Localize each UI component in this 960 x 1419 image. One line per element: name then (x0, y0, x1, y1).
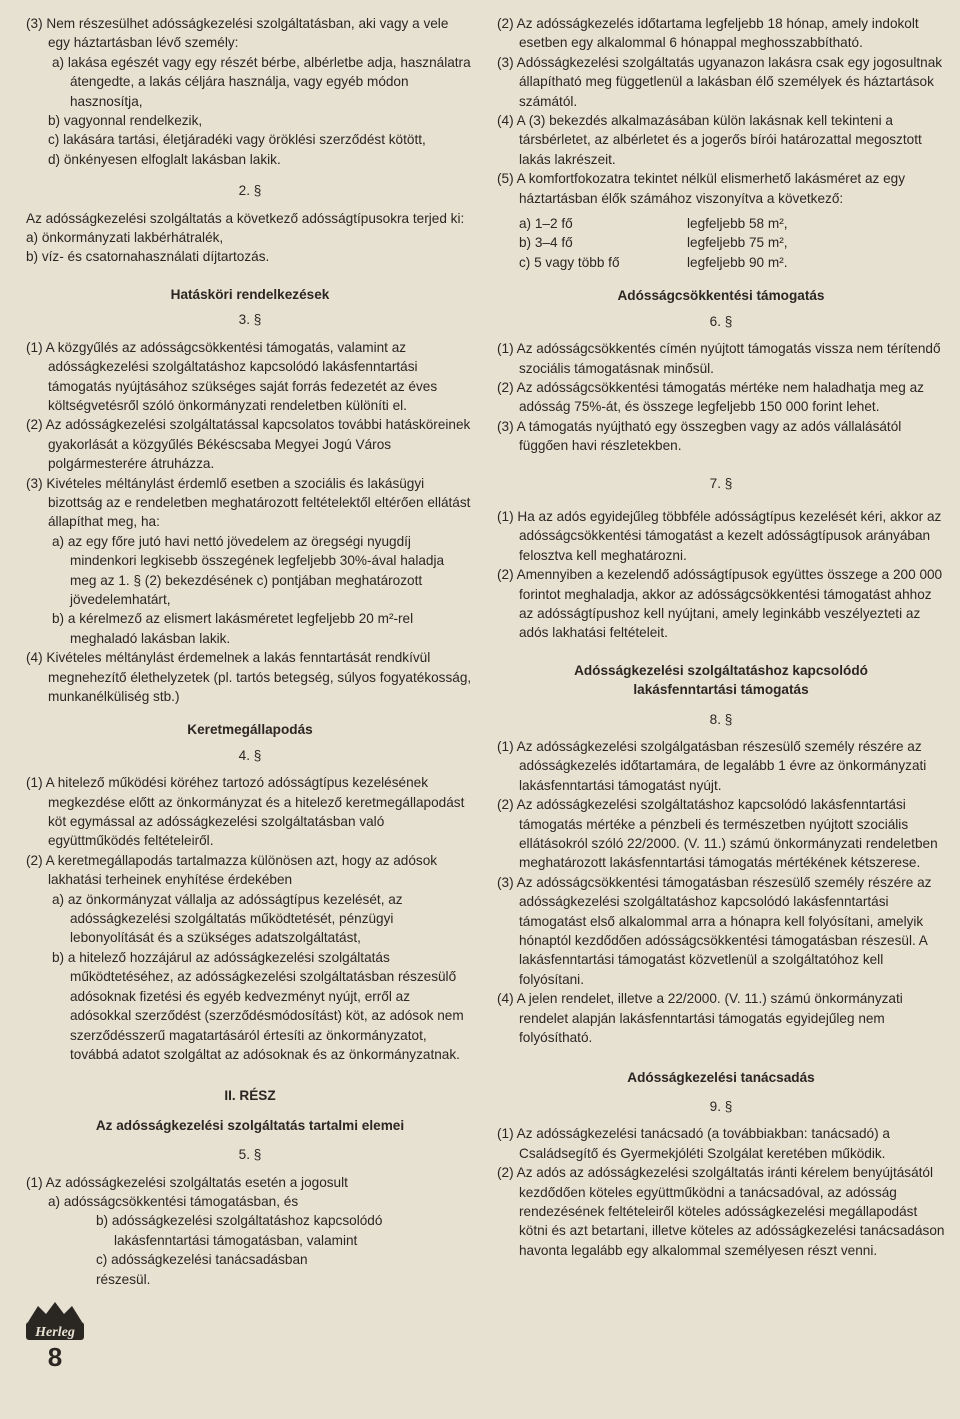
heading-tartalmi-elemek: Az adósságkezelési szolgáltatás tartalmi elemei (95, 1117, 405, 1133)
list-item: a) önkormányzati lakbérhátralék, (26, 230, 224, 246)
section-8-title: 8. § (709, 711, 733, 727)
list-item: c) lakására tartási, életjáradéki vagy öröklési szerződést kötött, (48, 132, 426, 148)
list-item: a) az egy főre jutó havi nettó jövedelem az öregségi nyugdíj mindenkori legkisebb összegének legfeljebb 30%-ával haladja meg az 1. § (2) bekezdésének c) pontjában meghatározott jövedelemhatárt, (52, 533, 445, 607)
section-5-p1: (1) Az adósságkezelési szolgáltatás esetén a jogosult (26, 1174, 348, 1190)
table-row (519, 233, 945, 252)
table-cell: a) 1–2 fő (519, 216, 573, 232)
lakasmeret-table (519, 214, 945, 272)
list-item: a) adósságcsökkentési támogatásban, és (48, 1193, 299, 1209)
section-4-p2: (2) A keretmegállapodás tartalmazza különösen azt, hogy az adósok lakhatási terheinek enyhítése érdekében (26, 852, 438, 888)
paragraph-5-4: (4) A (3) bekezdés alkalmazásában külön lakásnak kell tekinteni a társbérletet, az albérletet és a jogerős bírói határozattal megosztott lakás lakrészeit. (497, 113, 922, 167)
section-9-p2: (2) Az adós az adósságkezelési szolgáltatás iránti kérelem benyújtásától kezdődően köteles együttműködni a tanácsadóval, az adósság rendezésének feltételeiről köteles adósságkezelési megállapodást kötni és azt betartani, illetve köteles az adósságkezelési tanácsadáson havonta legalább egy alkalommal személyesen részt venni. (497, 1165, 945, 1258)
list-item: a) az önkormányzat vállalja az adósságtípus kezelését, az adósságkezelési szolgáltatás működtetését, pénzügyi lebonyolítását és a szükséges adatszolgáltatást, (52, 891, 403, 946)
logo-text: Herleg (35, 1325, 75, 1340)
list-item: részesül. (96, 1271, 151, 1287)
heading-keretmegallapodas: Keretmegállapodás (187, 722, 313, 738)
table-cell: legfeljebb 75 m², (687, 235, 788, 251)
paragraph-1-3: (3) Nem részesülhet adósságkezelési szolgáltatásban, aki vagy a vele egy háztartásban lévő személy: (26, 16, 449, 51)
part-2-title: II. RÉSZ (224, 1088, 276, 1104)
section-2-intro: Az adósságkezelési szolgáltatás a következő adósságtípusokra terjed ki: (26, 210, 465, 226)
heading-tanacsadas: Adósságkezelési tanácsadás (627, 1069, 815, 1085)
paragraph-5-2: (2) Az adósságkezelés időtartama legfeljebb 18 hónap, amely indokolt esetben egy alkalommal 6 hónappal meghosszabbítható. (497, 16, 919, 51)
list-item: d) önkényesen elfoglalt lakásban lakik. (48, 151, 281, 167)
section-7-p1: (1) Ha az adós egyidejűleg többféle adósságtípus kezelését kéri, akkor az adósságcsökkentési támogatást a kezelt adósságtípusok arányában felosztva kell meghatározni. (497, 508, 942, 563)
section-3-p1: (1) A közgyűlés az adósságcsökkentési támogatás, valamint az adósságkezelési szolgáltatáshoz kapcsolódó lakásfenntartási támogatás nyújtásához szükséges saját forrás fedezetét az éves költségvetésről szóló önkormányzati rendeletben különíti el. (26, 339, 438, 413)
left-column (26, 14, 474, 1289)
table-cell: b) 3–4 fő (519, 235, 573, 251)
table-cell: legfeljebb 90 m². (687, 254, 788, 270)
page-number: 8 (47, 1342, 63, 1372)
section-7-p2: (2) Amennyiben a kezelendő adósságtípusok együttes összege a 200 000 forintot meghaladja, akkor az adósságcsökkentési támogatást ahhoz az adósságtípushoz kell nyújtani, amely leginkább veszélyezteti az adós lakhatási feltételeit. (497, 567, 943, 641)
section-3-title: 3. § (238, 312, 262, 328)
herleg-logo-icon (24, 1300, 86, 1372)
section-3-p4: (4) Kivételes méltánylást érdemelnek a lakás fenntartását rendkívül megnehezítő élethelyzetek (pl. tartós betegség, súlyos fogyatékosság, munkanélküliség stb.) (26, 650, 472, 704)
section-4-title: 4. § (238, 747, 262, 763)
list-item: b) a kérelmező az elismert lakásméretet legfeljebb 20 m²-rel meghaladó lakásban lakik. (52, 611, 414, 646)
section-6-title: 6. § (709, 313, 733, 329)
section-5-title: 5. § (238, 1147, 262, 1163)
list-item: b) a hitelező hozzájárul az adósságkezelési szolgáltatás működtetéséhez, az adósságkezelési szolgáltatásban részesülő adósoknak fizetési és egyéb kedvezményt nyújt, erről az adósokkal szerződést (szerződésmódosítást) köt, az adósok nem szerződésszerű magatartásáról értesíti az önkormányzatot, továbbá adatot szolgáltat az adósoknak és az önkormányzatnak. (52, 949, 464, 1062)
heading-lakasfenntartasi-1: Adósságkezelési szolgáltatáshoz kapcsolódó (574, 662, 868, 678)
list-item: a) lakása egészét vagy egy részét bérbe, albérletbe adja, használatra átengedte, a lakás céljára használja, vagy egyéb módon hasznosítja, (52, 54, 471, 109)
section-6-p2: (2) Az adósságcsökkentési támogatás mértéke nem haladhatja meg az adósság 75%-át, és összege legfeljebb 150 000 forint lehet. (497, 379, 924, 415)
section-5-sublist (26, 1211, 474, 1289)
section-8-p2: (2) Az adósságkezelési szolgáltatáshoz kapcsolódó lakásfenntartási támogatás mértéke a pénzbeli és természetben nyújtott szociális ellátásokról szóló 22/2000. (V. 11.) számú önkormányzati rendeletben meghatározott lakásfenntartási támogatás mértékének kétszerese. (497, 797, 938, 871)
table-cell: legfeljebb 58 m², (687, 216, 788, 232)
section-4-p1: (1) A hitelező működési köréhez tartozó adósságtípus kezelésének megkezdése előtt az önkormányzat és a hitelező keretmegállapodást köt egymással az adósságkezelési szolgáltatásban való együttműködés feltételeiről. (26, 775, 465, 849)
section-8-p1: (1) Az adósságkezelési szolgálgatásban részesülő személy részére az adósságkezelés időtartamára, de legalább 1 évre az önkormányzati lakásfenntartási támogatást nyújt. (497, 739, 927, 793)
section-3-p3: (3) Kivételes méltánylást érdemlő esetben a szociális és lakásügyi bizottság az e rendeletben meghatározott feltételektől eltérően ellátást állapíthat meg, ha: (26, 475, 471, 530)
section-9-title: 9. § (709, 1098, 733, 1114)
section-8-p3: (3) Az adósságcsökkentési támogatásban részesülő személy részére az adósságkezelési szolgáltatáshoz kapcsolódó lakásfenntartási támogatást első alkalommal arra a hónapra kell folyósítani, amelyik hónaptól kezdődően adósságcsökkentési támogatásban részesül. A lakásfenntartási támogatást közvetlenül a szolgáltatóhoz kell folyósítani. (497, 874, 932, 987)
table-cell: c) 5 vagy több fő (519, 254, 620, 270)
section-2-title: 2. § (238, 183, 262, 199)
section-3-p2: (2) Az adósságkezelési szolgáltatással kapcsolatos további hatásköreinek gyakorlását a közgyűlés Békéscsaba Megyei Jogú Város polgármesterére átruházza. (26, 417, 471, 472)
list-item: c) adósságkezelési tanácsadásban (96, 1252, 308, 1268)
list-item: b) adósságkezelési szolgáltatáshoz kapcsolódó lakásfenntartási támogatásban, valamint (96, 1213, 383, 1248)
section-6-p1: (1) Az adósságcsökkentés címén nyújtott támogatás vissza nem térítendő szociális támogatásnak minősül. (497, 341, 941, 376)
table-row (519, 253, 945, 272)
heading-hataskori: Hatásköri rendelkezések (170, 286, 330, 302)
paragraph-5-5: (5) A komfortfokozatra tekintet nélkül elismerhető lakásméret az egy háztartásban élők számához viszonyítva a következő: (497, 171, 905, 206)
list-item: b) vagyonnal rendelkezik, (48, 113, 203, 129)
section-7-title: 7. § (709, 475, 733, 491)
heading-lakasfenntartasi-2: lakásfenntartási támogatás (633, 682, 809, 698)
heading-adossagcsokkentesi: Adósságcsökkentési támogatás (617, 288, 825, 304)
section-8-p4: (4) A jelen rendelet, illetve a 22/2000. (V. 11.) számú önkormányzati rendelet alapján lakásfenntartási támogatás egyidejűleg nem folyósítható. (497, 991, 903, 1046)
table-row (519, 214, 945, 233)
right-column (497, 14, 945, 1260)
section-6-p3: (3) A támogatás nyújtható egy összegben vagy az adós vállalásától függően havi részletekben. (497, 418, 902, 454)
section-9-p1: (1) Az adósságkezelési tanácsadó (a továbbiakban: tanácsadó) a Családsegítő és Gyermekjóléti Szolgálat keretében működik. (497, 1126, 890, 1161)
paragraph-5-3: (3) Adósságkezelési szolgáltatás ugyanazon lakásra csak egy jogosultnak állapítható meg függetlenül a lakásban élő személyek és háztartások számától. (497, 54, 943, 109)
list-item: b) víz- és csatornahasználati díjtartozás. (26, 249, 270, 265)
